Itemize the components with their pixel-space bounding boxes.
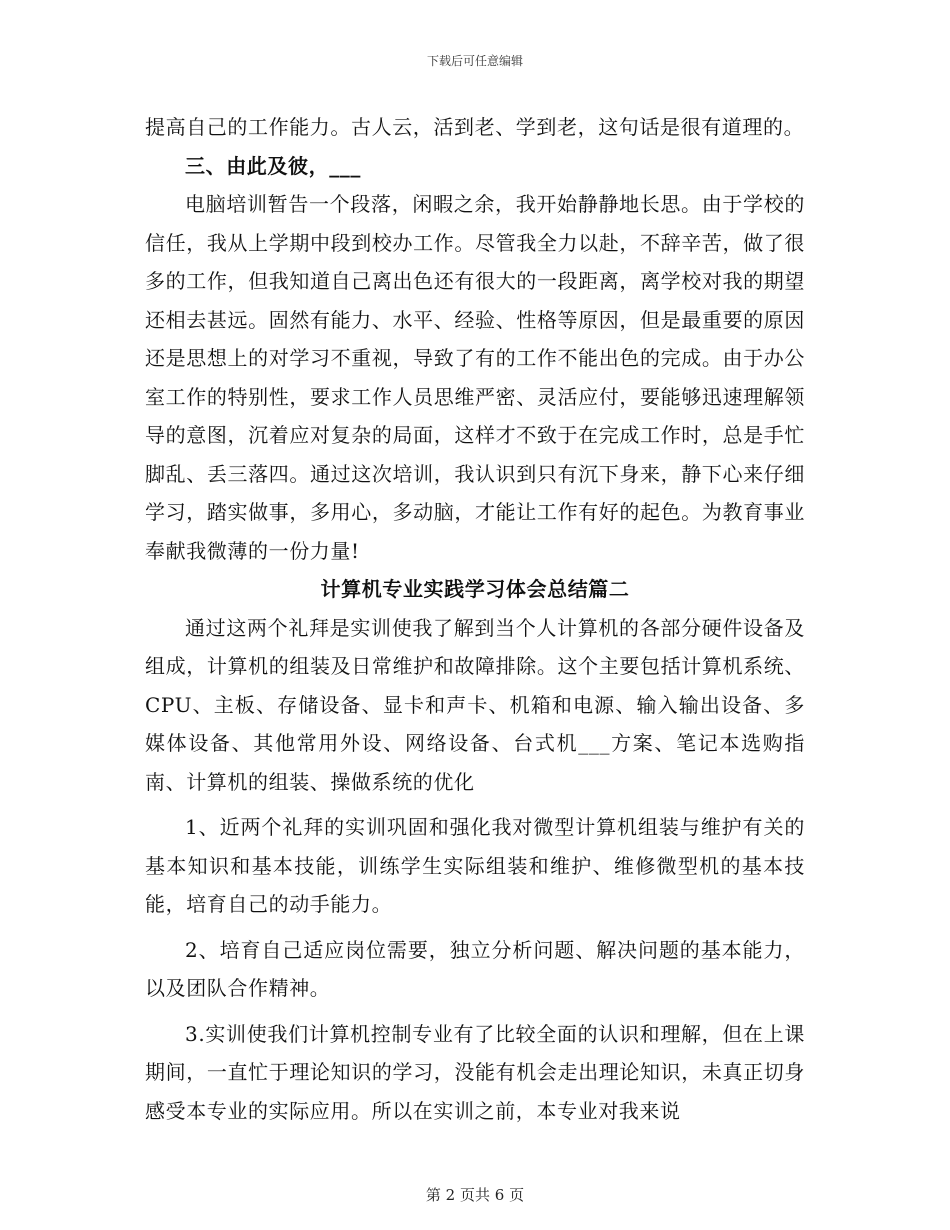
page-number: 第 2 页共 6 页 <box>425 1186 525 1204</box>
paragraph-item-3: 3.实训使我们计算机控制专业有了比较全面的认识和理解，但在上课期间，一直忙于理论知识的学习，没能有机会走出理论知识，未真正切身感受本专业的实际应用。所以在实训之前，本专业对我来说 <box>145 1021 805 1123</box>
paragraph-continued: 提高自己的工作能力。古人云，活到老、学到老，这句话是很有道理的。 <box>145 115 805 139</box>
paragraph-item-2: 2、培育自己适应岗位需要，独立分析问题、解决问题的基本能力，以及团队合作精神。 <box>145 937 805 1000</box>
paragraph-intro: 通过这两个礼拜是实训使我了解到当个人计算机的各部分硬件设备及组成，计算机的组装及日常维护和故障排除。这个主要包括计算机系统、CPU、主板、存储设备、显卡和声卡、机箱和电源、输入输出设备、多媒体设备、其他常用外设、网络设备、台式机___方案、笔记本选购指南、计算机的组装、操做系统的优化 <box>145 615 805 794</box>
page-header: 下载后可任意编辑 <box>426 54 523 68</box>
article-title: 计算机专业实践学习体会总结篇二 <box>320 577 630 601</box>
paragraph-item-1: 1、近两个礼拜的实训巩固和强化我对微型计算机组装与维护有关的基本知识和基本技能，训练学生实际组装和维护、维修微型机的基本技能，培育自己的动手能力。 <box>145 815 805 916</box>
paragraph-section3: 电脑培训暂告一个段落，闲暇之余，我开始静静地长思。由于学校的信任，我从上学期中段到校办工作。尽管我全力以赴，不辞辛苦，做了很多的工作，但我知道自己离出色还有很大的一段距离，离学校对我的期望还相去甚远。固然有能力、水平、经验、性格等原因，但是最重要的原因还是思想上的对学习不重视，导致了有的工作不能出色的完成。由于办公室工作的特别性，要求工作人员思维严密、灵活应付，要能够迅速理解领导的意图，沉着应对复杂的局面，这样才不致于在完成工作时，总是手忙脚乱、丢三落四。通过这次培训，我认识到只有沉下身来，静下心来仔细学习，踏实做事，多用心，多动脑，才能让工作有好的起色。为教育事业奉献我微薄的一份力量! <box>145 192 805 563</box>
document-body <box>145 108 805 1130</box>
section-heading: 三、由此及彼，___ <box>185 153 361 178</box>
